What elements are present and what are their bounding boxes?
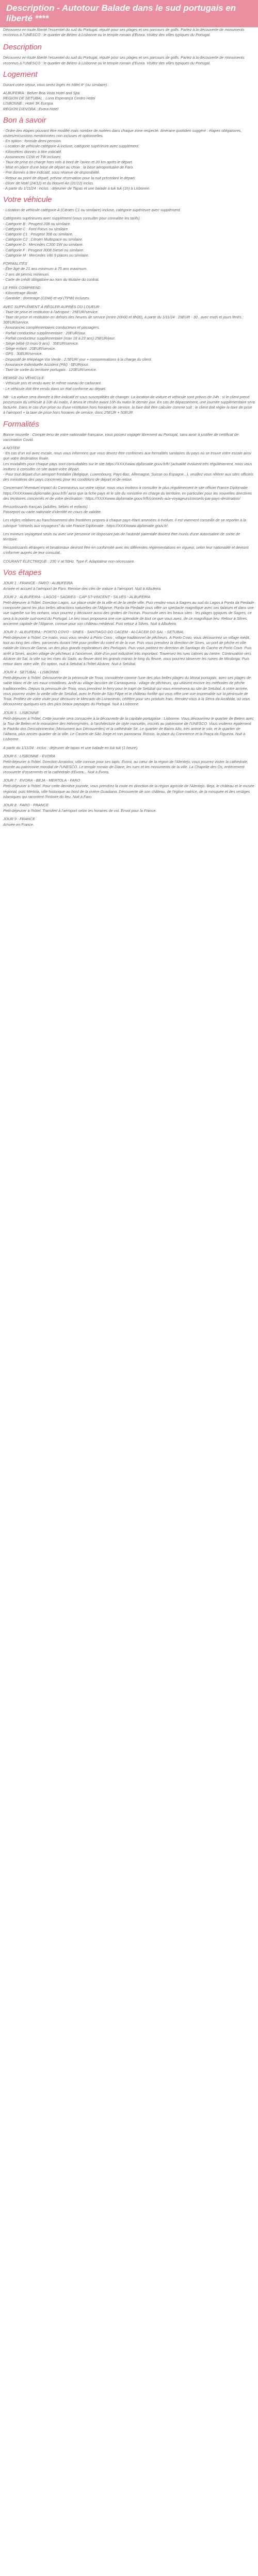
section-paragraph: REMISE DU VÉHICULE - Véhicule pris et rendu avec le même niveau de carburant. - Le véhicule doit être rendu dans un état conforme au départ. [3,376,106,391]
section [3,395,255,416]
itinerary [3,581,255,828]
itinerary-day [3,754,255,775]
page-title: Description - Autotour Balade dans le sud portugais en liberté **** [0,0,258,27]
day-description: Petit-déjeuner à l'hôtel. Direction Arraiolos, ville connue pour ses tapis. Évora, au cœur de la région de l'Alentejo, vous pourrez visiter la cathédrale, inscrite au patrimoine mondial de l'UNESCO. Le temple romain de Diane, les rues et les monuments de la ville. La Chapelle des Os, entièrement recouverte d'ossements et la cathédrale d'Évora... Nuit à Évora. [3,759,249,775]
day-description: Petit-déjeuner à l'hôtel. Découverte de la péninsule de Troia, considérée comme l'une des plus belles plages du littoral portugais, avec ses plages de sable blanc et de ses eaux cristallines. Arrêt au village lacustre de Carrasqueira : village de pêcheurs, qui utilisent encore les méthodes de pêche traditionnelles. Depuis la péninsule de Troia, vous prendrez le ferry pour le trajet de Setúbal qui vous emmènera au site de Setúbal. A votre arrivée, vous pourrez visiter la vieille ville de Setúbal, avec le Forte de São Filipe et le château fortifié qui vous offre une vue imprenable sur la péninsule de Troia. Profitez de votre visite pour découvrir le Mercado do Livramento, célèbre pour ses produits frais. Rendez-vous à la Serra da Arrábida, où vous découvrirez quelques-uns des plus beaux paysages du Portugal. Nuit à Lisbonne. [3,675,251,707]
section [3,70,255,112]
sections [3,43,255,577]
section-paragraph: Bonne nouvelle : Compte tenu de votre nationalité française, vous pouvez voyager librement au Portugal, sans avoir à justifier de certificat de vaccination Covid. [3,432,238,442]
section-heading: Votre véhicule [3,195,52,205]
day-title: JOUR 3 : ALBUFEIRA - PORTO COVO - SINES - SANTIAGO DO CACEM - ALCÁCER DO SAL - SETUBAL [3,630,184,635]
itinerary-day [3,778,255,800]
day-title: JOUR 4 : SETUBAL - LISBONNE [3,670,59,675]
day-title: JOUR 8 : FARO - FRANCE [3,802,49,807]
section-paragraph: ALBUFEIRA : Belver Boa Vista Hotel and Spa REGION DE SETUBAL : Luna Esperança Centro Hotel LISBONNE : Hotel 3K Europa REGION D'EVORA : Evora Hotel [3,91,95,111]
section-paragraph: Concernant l'éventuel impact du Coronavirus sur votre séjour, nous vous invitons à consulter le plus régulièrement le site officiel France Diplomatie : https://XXXXwww.diplomatie.gouv.fr/fr/ ainsi que la fiche pays et le site du ministère en charge du territoire, en particulier pour les nouvelles directives des territoires concernés et de votre destination : https://XXXXwww.diplomatie.gouv.fr/fr/conseils-aux-voyageurs/conseils-par-pays-destination/ [3,485,252,501]
page [0,0,258,838]
day-title: JOUR 2 : ALBUFEIRA - LAGOS - SAGRES - CAP ST-VINCENT - SILVES - ALBUFEIRA [3,595,151,600]
day-description: Petit-déjeuner à l'hôtel. Transfert à l'aéroport selon les horaires de vol. Envol pour la France. [3,808,157,813]
section-paragraph: NB : La voiture sera donnée à titre indicatif et sous susceptibles de changer. La location de voiture et véhicule sont prévus de 24h : si le client prend possession du véhicule à 10h du matin, il devra le rendre avant 10h du matin le dernier jour. En cas de dépassement, une journée supplémentaire sera facturée. Dans le cas d'un prise ou d'une restitution hors horaires de service, la taxe doit être calculer comme suit : le client doit régler la taxe de prise à l'aéroport + la taxe de prise hors horaires de service, donc 25EUR + 50EUR. [3,394,255,415]
section-paragraph: Durant votre séjour, vous serez logés en hôtel 4* (ou similaire) : [3,82,109,87]
day-title: JOUR 1 : FRANCE - FARO - ALBUFEIRA [3,580,73,585]
day-title: JOUR 5 : LISBONNE [3,710,39,715]
itinerary-day [3,670,255,707]
section-paragraph: - Ordre des étapes pouvant être modifié mais nombre de nuitées dans chaque zone respecté. Itinéraire quotidien suggéré : étapes obligatoires, visites/excursions mentionnées non incluses et optionnelles. - En option : formule demi-pension. - Location de véhicule catégorie A incluse, catégorie supérieure avec supplément. - Kilométres donnés à titre indicatif. - Assurances CDW et TW incluses - Taux de prise en charge hors vols à bord de l'avion et 20 km après le départ. - Mise en place d'une base de départ au choix : la base aéroportuaire de Faro. - Prix donnés à titre indicatif, sous réserve de disponibilité. - Retour au point de départ, prévoir réservation pour la nuit précédant le départ. - Dîner de Noël (24/12) et du Nouvel An (31/12) inclus. - A partir du 1/11/24 : inclus : déjeuner de Tapas et une balade à tuk tuk (1h) à Lisbonne. [3,128,242,191]
section-paragraph: LE PRIX COMPREND : - Kilométrage illimité. - Garantie : dommage (CDW) et vol (TPW) incluses. [3,285,90,301]
section-paragraph: Les règles relatives au franchissement des frontières propres à chaque pays étant amenées à évoluer, il est vivement conseillé de se reporter à la rubrique "conseils aux voyageurs" du site France Diplomatie : https://XXXXwww.diplomatie.gouv.fr/ [3,518,246,528]
content [0,27,258,827]
section [3,195,255,392]
section [3,116,255,191]
day-description: Petit-déjeuner à l'hôtel. Direction Lagos, sur place visite de la ville et de la vieille ville. Puis rendez-vous à Sagres au sud du Lagos à Ponta da Piedade composée parmi les plus belles attractions naturelles de l'Algarve. Ponta da Piedade vous offre un spectacle magnifique avec ses falaises et dans une vue superbe sur les océans, vous pourrez y découvrir aussi des grottes de l'océan. Poursuite vers les beaux sites : les plages typiques de Sagres, ce sera à la pointe sud-ouest du Portugal. Le lieu vous proposera une vue splendide de tout ce que vous avez, de ce magnifique lieu. Retour à Silves, ancienne capitale de l'Algarve, connue pour son château médiéval. Puis retour à Silves. Nuit à Albufeira. [3,600,254,626]
section-paragraph: AVEC SUPPLÉMENT À RÉGLER AUPRÈS DU LOUEUR : - Taxe de prise et restitution à l'aéroport : 25EUR/service. - Taxe de prise et restitution en dehors des heures de service (entre 20h00 et 8h00), à partir du 1/11/24 : 19EUR - 30 , avec ends et jours fériés : 30EUR/service. - Assurances complémentaires conducteurs et passagers. - Forfait conducteur supplémentaire : 20EUR/jour. - Forfait conducteur supplémentaire (max 18 à 23 ans) 25EUR/jour. - Siège bébé (0 mois-9 ans) : 35EUR/service. - Siège enfant : 20EUR/service. - GPS : 30EUR/service. - Dispositif de télépéage Via Verde : 2,5EUR/ jour + consommations à la charge du client. - Assurance Individuelle Accident (PAI) : 6EUR/jour. - Taxe de sortie du territoire portugais : 120EUR/service. [3,304,244,372]
section-paragraph: - Location de véhicule catégorie A (Citroën C1 ou similaire) incluse, catégorie supérieure avec supplément. [3,208,181,213]
day-title: JOUR 7 : EVORA - BEJA - MERTOLA - FARO [3,778,80,783]
day-title: JOUR 9 : FRANCE [3,817,36,822]
day-title: JOUR 6 : LISBONNE - EVORA [3,753,55,758]
section [3,568,255,578]
day-description: Arrivée et accueil à l'aéroport de Faro. Remise des clés de voiture à l'aéroport. Nuit à Albufeira. [3,586,162,591]
itinerary-day [3,581,255,591]
section-paragraph: COURANT ÉLECTRIQUE : 230 V at 50Hz. Type F. Adaptateur non nécessaire. [3,558,135,564]
section-paragraph: Ressortissants étrangers et binationaux devront être en conformité avec les différentes réglementations en vigueur, selon leur nationalité et devront s'informer auprès de leur consulat. [3,545,249,555]
intro-paragraph: Découvrez en toute liberté l'essentiel du sud du Portugal, réputé pour ses plages et ses parcours de golfs. Partez à la découverte de monuments reconnus à l'UNESCO : le quartier de Bélem à Lisbonne ou le temple romain d'Evora. Visitez des villes typiques du Portugal. [3,27,245,38]
itinerary-day [3,710,255,751]
day-description: Petit-déjeuner à l'hôtel. Ce matin, vous vous rendez à Porto Covo ; village traditionnel de pêcheurs. A Porto Covo, vous découvrirez un village inédit, tout au long des côtes, parsemés durant l'été pour profiter du soleil et de la vue. Puis vous prendrez la direction de Sines, un port de pêche et ville natale de Vasco de Gama, un des plus grands explorateurs des Portugais. Puis vous partirez en direction de Santiago do Cacém et Porto Covo. Puis arrêt à Sines, ancien village de pêcheurs à l'ancienne, doté d'un port industriel très important. Traversez les rues calmes au centre. Continuation vers Alcácer do Sal, la ville sur les rives du Sado, au fleuve dont les grands marais le long du fleuve, vous pourrez observer les ruines de Mirobriga. Puis retour dans votre ville. En option, nuit à Setubal à l'hôtel Alcácer. Nuit à Setúbal. [3,635,252,667]
section-heading: Vos étapes [3,568,42,577]
section-paragraph: Les mineurs voyageant seuls ou avec une personne ne disposant pas de l'autorité parentale doivent être munis d'une autorisation de sortie de territoire. [3,531,240,542]
day-description: Petit-déjeuner à l'hôtel. Cette journée sera consacrée à la découverte de la capitale portugaise : Lisbonne. Vous découvrirez le quartier de Belem avec la Tour de Belem et le monastère des Hiéronymites, à l'architecture de style manuélin, inscrits au patrimoine de l'UNESCO. Vous visiterez également le Padrão dos Descobrimentos (Monument aux Découvertes) et la cathédrale Sé. Le quartier de Bairro Alto, très animé le soir, et le quartier de l'Alfama, plus ancien quartier de la ville. Le Castelo de São Jorge et son panorama. Rossio, la place du Commerce et la Praça da Figueira. Nuit à Lisbonne. [3,716,254,742]
section [3,420,255,564]
section-paragraph: A NOTER - En cas d'un vol avec escale, nous vous informons que vous devrez être conformes aux formalités sanitaires du pays où se trouve votre escale ainsi que votre destination finale. Les modalités pour chaque pays sont consultables sur le site https://XXXXwww.diplomatie.gouv.fr/fr/ (actualité évoluent très régulièrement, nous vous invitons à consulter ce site avant votre départ. - Pour tout départ d'un aéroport frontalier (Belgique, Luxembourg, Pays-Bas, Allemagne, Suisse ou Espagne...), veuillez vous référer aux sites officiels des ministères des pays concernés pour les conditions de départ et de retour. [3,445,253,482]
itinerary-day [3,817,255,827]
day-description: Petit-déjeuner à l'hôtel. Pour cette dernière journée, vous prendrez la route en direction de la région agricole de l'Alentejo. Beja, le château et le musée régional, puis Mértola, ville historique au bord de la rivière Guadiana. Découverte de son château, de l'église matrice, de la mosquée et des vestiges islamiques qui racontent l'histoire du lieu. Nuit à Faro. [3,784,254,799]
section-paragraph: Catégories supérieures avec supplément (vous consulter pour connaître les tarifs) : - Catégorie B : Peugeot 208 ou similaire. - Catégorie C : Ford Focus ou similaire. - Catégorie C1 : Peugeot 308 ou similaire. - Catégorie C2 : Citroën Multispace ou similaire. - Catégorie D : Mercedes C300 SW ou similaire. - Catégorie F : Peugeot 3008 Diesel ou similaire. - Catégorie M : Mercedes Vito 9 places ou similaire. [3,216,142,258]
section [3,43,255,65]
itinerary-day [3,595,255,626]
section-heading: Formalités [3,419,40,429]
section-paragraph: Ressortissants français (adultes, bébés et enfants) : Passeport ou carte nationale d'identité en cours de validité. [3,504,102,515]
itinerary-day [3,630,255,667]
itinerary-day [3,803,255,814]
section-paragraph: FORMALITÉS - Être âgé de 21 ans minimum à 75 ans maximum. - 2 ans de permis minimum. - Carte de crédit obligatoire au nom du titulaire du contrat. [3,261,100,282]
day-extra-note: A partir du 1/11/24 : inclus : déjeuner de tapas et une balade en tuk tuk (1 heure). [3,745,139,750]
section-heading: Bon à savoir [3,115,46,125]
day-description: Arrivée en France. [3,822,35,827]
section-heading: Logement [3,70,38,79]
section-paragraph: Découvrez en toute liberté l'essentiel du sud du Portugal, réputé pour ses plages et ses parcours de golfs. Partez à la découverte de monuments reconnus à l'UNESCO : le quartier de Bélem à Lisbonne ou le temple romain d'Evora. Visitez des villes typiques du Portugal. [3,55,245,65]
section-heading: Description [3,43,42,52]
